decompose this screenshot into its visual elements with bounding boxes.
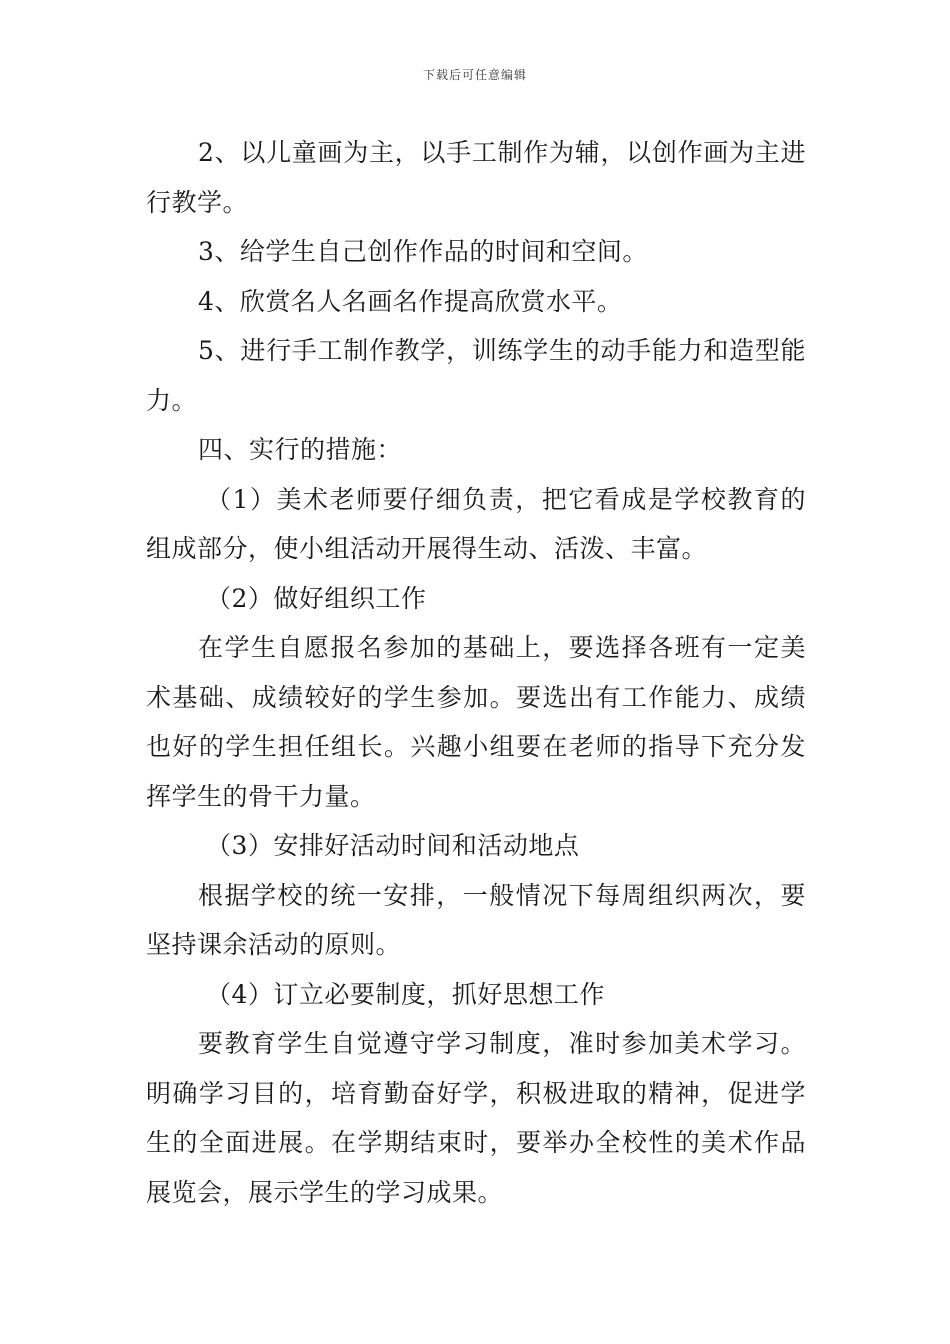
list-item-4: 4、欣赏名人名画名作提高欣赏水平。	[198, 286, 623, 316]
measure-3-paragraph: 根据学校的统一安排，一般情况下每周组织两次，要坚持课余活动的原则。	[146, 880, 806, 959]
measure-2-paragraph: 在学生自愿报名参加的基础上，要选择各班有一定美术基础、成绩较好的学生参加。要选出有工作能力、成绩也好的学生担任组长。兴趣小组要在老师的指导下充分发挥学生的骨干力量。	[146, 633, 806, 811]
list-item-5: 5、进行手工制作教学，训练学生的动手能力和造型能力。	[146, 336, 806, 415]
list-item-2: 2、以儿童画为主，以手工制作为辅，以创作画为主进行教学。	[146, 138, 806, 217]
page-header: 下载后可任意编辑	[422, 68, 527, 82]
list-item-3: 3、给学生自己创作作品的时间和空间。	[198, 237, 648, 266]
measure-1-paragraph: （1）美术老师要仔细负责，把它看成是学校教育的组成部分，使小组活动开展得生动、活泼、丰富。	[146, 484, 806, 563]
measure-4-heading: （4）订立必要制度，抓好思想工作	[206, 979, 605, 1009]
section-heading-measures: 四、实行的措施：	[198, 435, 403, 464]
measure-3-heading: （3）安排好活动时间和活动地点	[206, 831, 580, 860]
measure-2-heading: （2）做好组织工作	[206, 583, 427, 613]
document-body	[146, 128, 806, 1217]
measure-4-paragraph: 要教育学生自觉遵守学习制度，准时参加美术学习。明确学习目的，培育勤奋好学，积极进取的精神，促进学生的全面进展。在学期结束时，要举办全校性的美术作品展览会，展示学生的学习成果。	[146, 1029, 806, 1207]
